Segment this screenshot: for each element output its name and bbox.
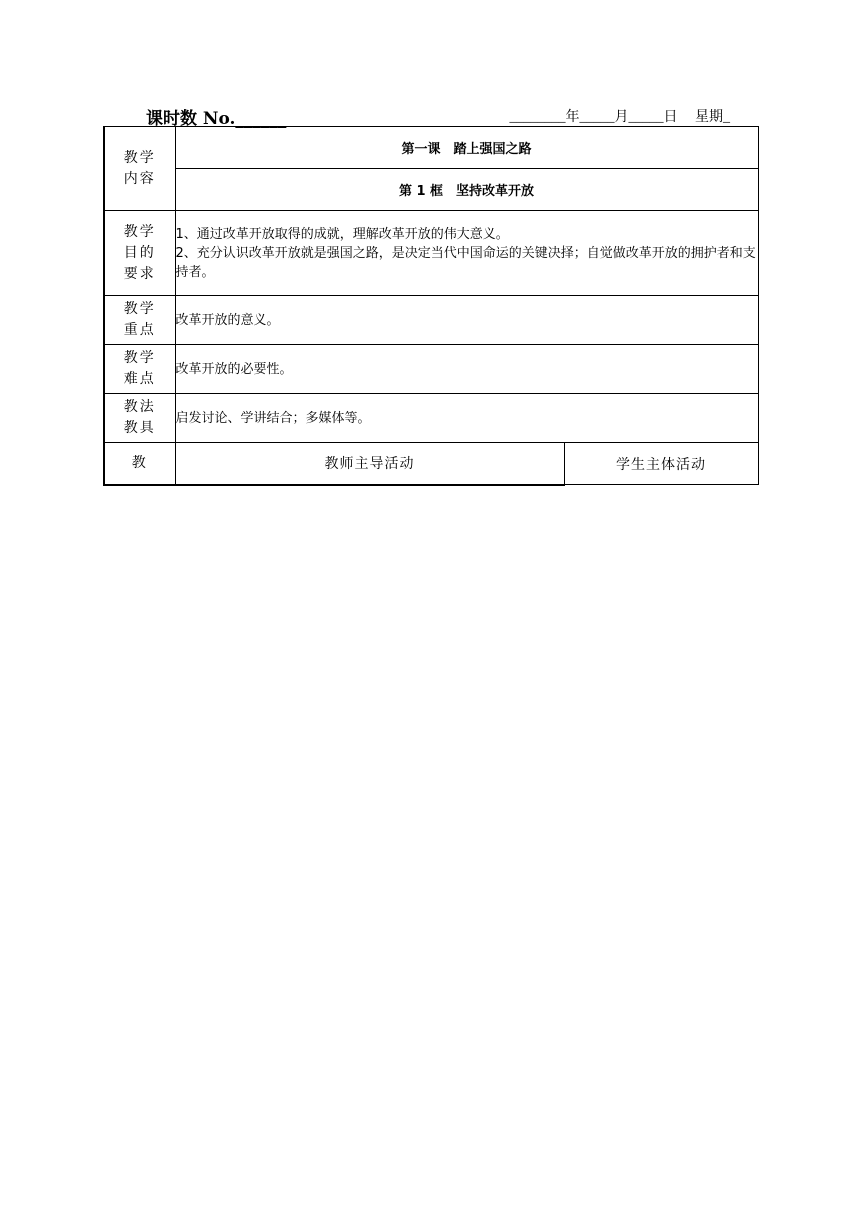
difficulties-label-cell	[104, 345, 175, 394]
process-label: 教	[104, 443, 175, 485]
methods: 启发讨论、学讲结合；多媒体等。	[175, 394, 758, 443]
objective-item: 2、充分认识改革开放就是强国之路，是决定当代中国命运的关键决择；自觉做改革开放的拥护者和支持者。	[175, 245, 756, 280]
difficulties: 改革开放的必要性。	[175, 345, 758, 394]
content-label-cell	[104, 127, 175, 211]
objectives-label: 教学目的要求	[123, 223, 156, 282]
methods-label: 教法教具	[123, 399, 156, 436]
content-label: 教学内容	[123, 149, 156, 187]
lesson-number: 课时数 No.______	[146, 109, 287, 129]
table-row	[104, 127, 758, 169]
difficulties-label: 教学难点	[123, 350, 156, 387]
key-points: 改革开放的意义。	[175, 296, 758, 345]
table-row	[104, 443, 758, 485]
key-points-label-cell	[104, 296, 175, 345]
table-row	[104, 394, 758, 443]
section-title: 第 1 框 坚持改革开放	[175, 169, 758, 211]
teacher-activity-header: 教师主导活动	[175, 443, 564, 485]
table-row	[104, 211, 758, 296]
lesson-title: 第一课 踏上强国之路	[175, 127, 758, 169]
objective-item: 1、通过改革开放取得的成就，理解改革开放的伟大意义。	[175, 226, 509, 242]
methods-label-cell	[104, 394, 175, 443]
student-activity-header: 学生主体活动	[564, 443, 758, 485]
key-points-label: 教学重点	[123, 301, 156, 338]
objectives-label-cell	[104, 211, 175, 296]
table-row	[104, 169, 758, 211]
table-row	[104, 296, 758, 345]
lesson-plan-table	[103, 126, 759, 486]
objectives-cell	[175, 211, 758, 296]
table-row	[104, 345, 758, 394]
page-header	[104, 104, 756, 129]
date-line: ________年_____月_____日 星期_	[509, 110, 730, 125]
